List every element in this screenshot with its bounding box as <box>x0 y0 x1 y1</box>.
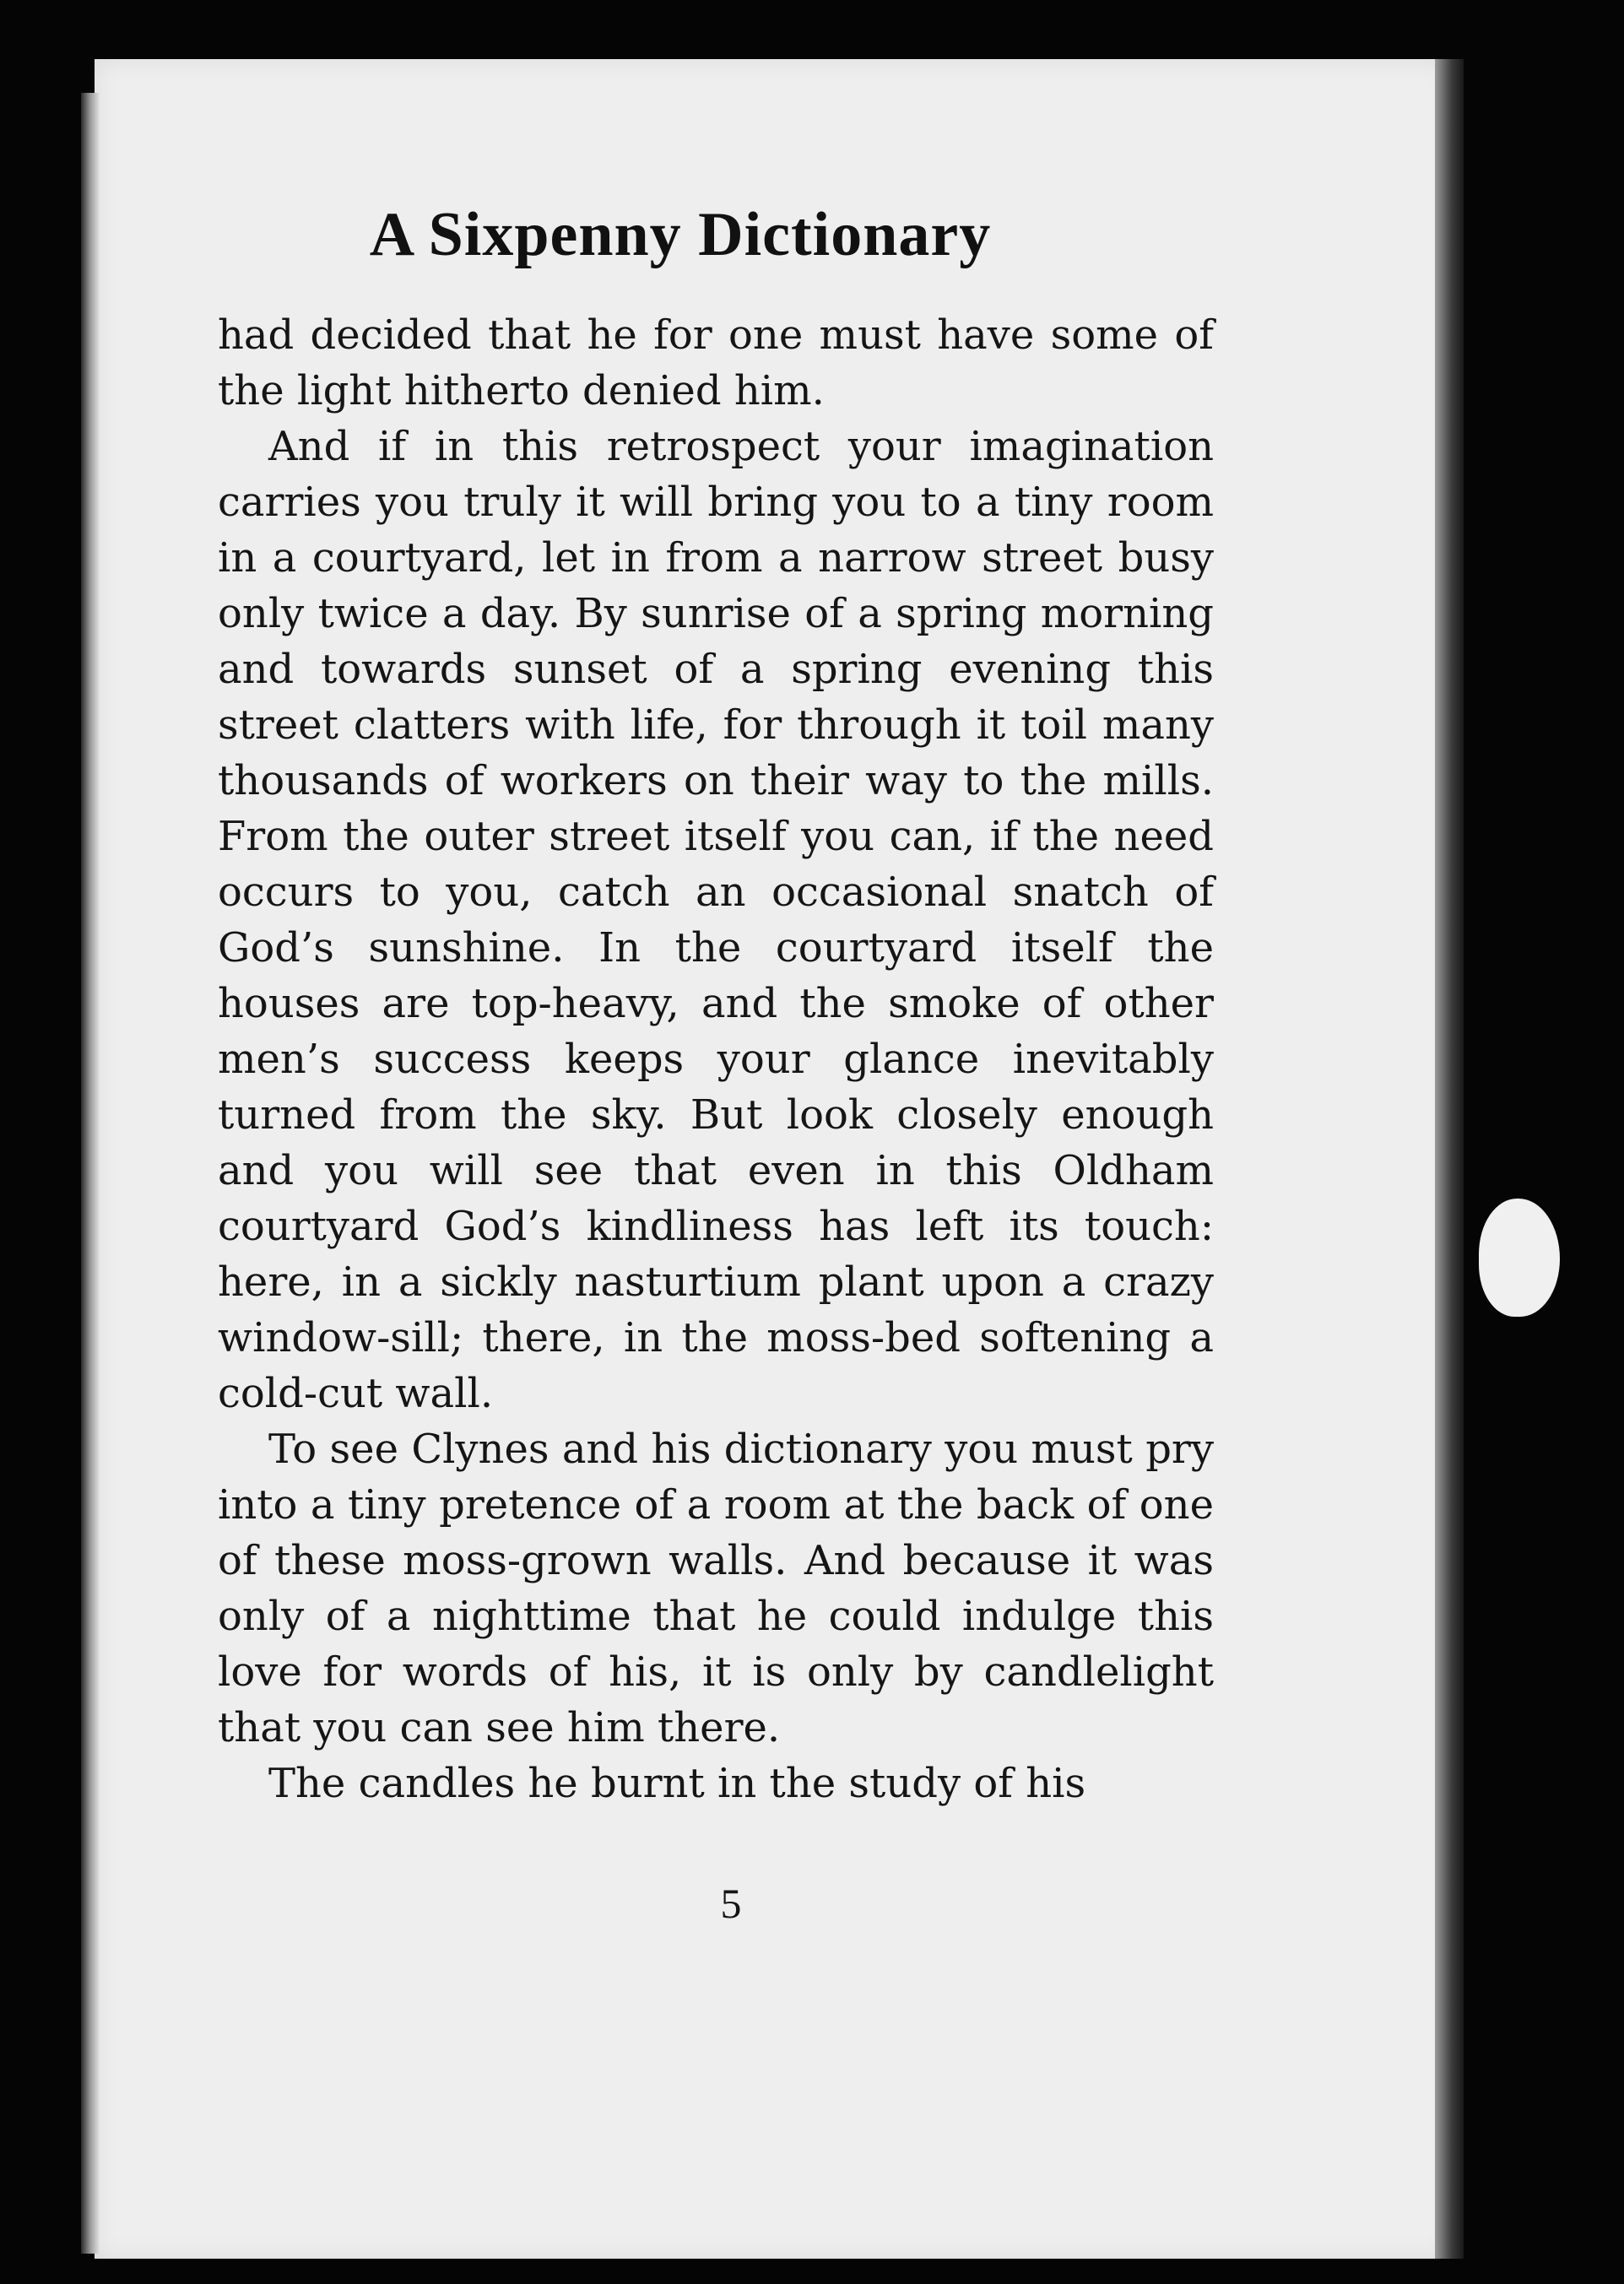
page-gutter-shadow <box>81 93 100 2254</box>
page-edge <box>1435 59 1464 2259</box>
running-title: A Sixpenny Dictionary <box>369 200 992 269</box>
page-body <box>218 307 1214 1811</box>
paper-stain <box>1479 1199 1560 1317</box>
paragraph: And if in this retrospect your imagination carries you truly it will bring you to a tiny room in a courtyard, let in from a narrow street busy only twice a day. By sunrise of a spring morning and towards sunset of a spring evening this street clatters with life, for through it toil many thousands of workers on their way to the mills. From the outer street itself you can, if the need occurs to you, catch an occasional snatch of God’s sunshine. In the courtyard itself the houses are top-heavy, and the smoke of other men’s success keeps your glance inevitably turned from the sky. But look closely enough and you will see that even in this Oldham courtyard God’s kindliness has left its touch: here, in a sickly nasturtium plant upon a crazy window-sill; there, in the moss-bed softening a cold-cut wall. <box>218 423 1214 1417</box>
paragraph-continued: had decided that he for one must have some of the light hitherto denied him. <box>218 311 1214 414</box>
page-number: 5 <box>720 1880 742 1927</box>
paragraph-continues: The candles he burnt in the study of his <box>268 1760 1086 1807</box>
paragraph: To see Clynes and his dictionary you must pry into a tiny pretence of a room at the back of one of these moss-grown walls. And because it was only of a nighttime that he could indulge this love for words of his, it is only by candlelight that you can see him there. <box>218 1426 1214 1751</box>
